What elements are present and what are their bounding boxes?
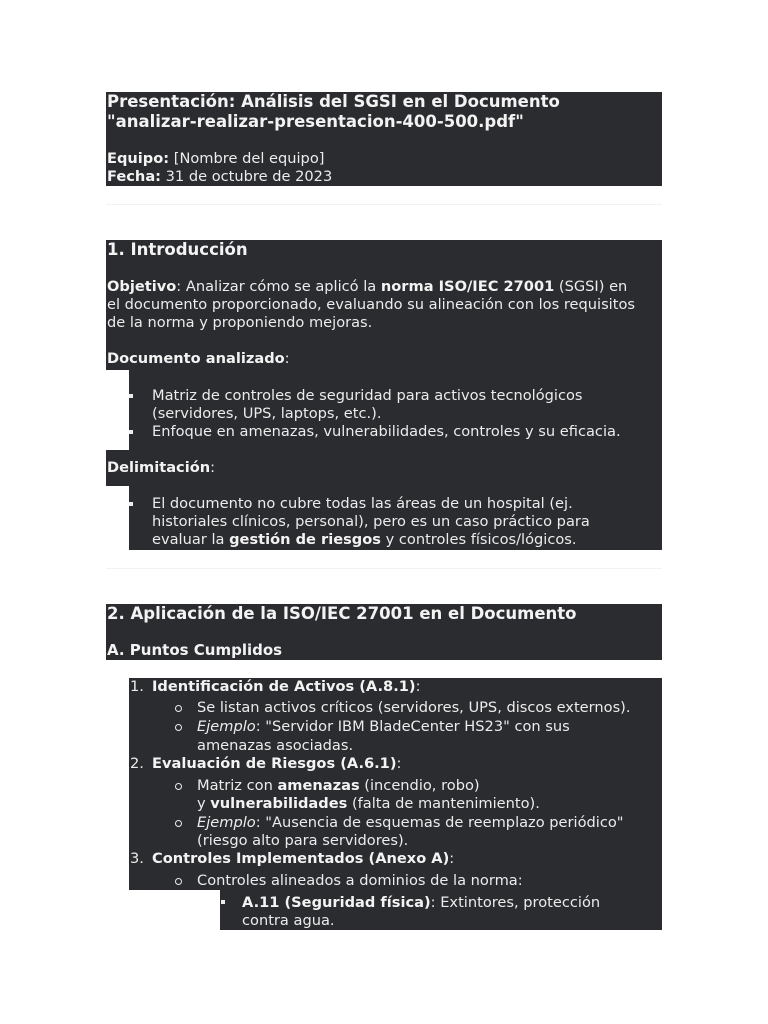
objective-line-2: el documento proporcionado, evaluando su alineación con los requisitos <box>107 296 635 313</box>
doc-analyzed-label: Documento analizado <box>107 350 285 367</box>
item-2-sub-1a: Matriz con <box>197 777 278 794</box>
item-1-example-text: : "Servidor IBM BladeCenter HS23" con sus <box>255 718 570 735</box>
item-2-sub-1d: y <box>197 795 211 812</box>
objective-norm: norma ISO/IEC 27001 <box>380 278 555 295</box>
section-2-heading: 2. Aplicación de la ISO/IEC 27001 en el Documento <box>107 604 577 623</box>
doc-item-1-line-2: (servidores, UPS, laptops, etc.). <box>152 405 382 422</box>
item-3-colon: : <box>449 850 455 867</box>
team-label: Equipo: <box>107 150 170 167</box>
item-2-sub-1f: (falta de mantenimiento). <box>347 795 540 812</box>
document-title-line-1: Presentación: Análisis del SGSI en el Documento <box>107 92 560 111</box>
date-label: Fecha: <box>107 168 161 185</box>
bullet-icon <box>129 430 133 434</box>
doc-analyzed-line <box>107 350 290 368</box>
scope-text-line-3 <box>152 531 577 549</box>
item-2-colon: : <box>396 755 402 772</box>
item-3-title-line <box>152 850 454 868</box>
objective-text-a: : Analizar cómo se aplicó la <box>176 278 381 295</box>
objective-text-c: (SGSI) en <box>554 278 628 295</box>
section-divider <box>106 568 662 569</box>
scope-line <box>107 459 215 477</box>
item-2-sub-2-line-2: (riesgo alto para servidores). <box>197 832 409 849</box>
item-1-title: Identificación de Activos (A.8.1) <box>152 678 416 695</box>
scope-risk-management: gestión de riesgos <box>229 531 381 548</box>
item-3-sub-1-1-line-2: contra agua. <box>242 912 335 929</box>
item-3-sub-1: Controles alineados a dominios de la norma: <box>197 872 523 889</box>
item-3-title: Controles Implementados (Anexo A) <box>152 850 450 867</box>
item-2-title: Evaluación de Riesgos (A.6.1) <box>152 755 397 772</box>
item-2-number: 2. <box>130 755 144 772</box>
circle-bullet-icon <box>175 783 182 790</box>
item-3-physical-security: A.11 (Seguridad física) <box>242 894 431 911</box>
item-1-example-label: Ejemplo <box>197 718 256 735</box>
document-title-line-2: "analizar-realizar-presentacion-400-500.pdf" <box>107 112 524 131</box>
scope-text-3a: evaluar la <box>152 531 230 548</box>
scope-text-line-1: El documento no cubre todas las áreas de un hospital (ej. <box>152 495 573 512</box>
circle-bullet-icon <box>175 724 182 731</box>
objective-label: Objetivo <box>107 278 177 295</box>
bullet-icon <box>129 502 133 506</box>
item-3-sub-1-1-line-1 <box>242 894 600 912</box>
square-bullet-icon <box>221 900 225 904</box>
doc-analyzed-colon: : <box>284 350 290 367</box>
circle-bullet-icon <box>175 878 182 885</box>
item-2-example-label: Ejemplo <box>197 814 256 831</box>
item-3-physical-text: : Extintores, protección <box>430 894 601 911</box>
item-1-colon: : <box>415 678 421 695</box>
circle-bullet-icon <box>175 705 182 712</box>
doc-item-1-line-1: Matriz de controles de seguridad para activos tecnológicos <box>152 387 583 404</box>
section-divider <box>106 204 662 205</box>
doc-item-2: Enfoque en amenazas, vulnerabilidades, controles y su eficacia. <box>152 423 621 440</box>
team-line <box>107 150 324 168</box>
item-1-sub-2-line-1 <box>197 718 570 736</box>
item-2-sub-2-line-1 <box>197 814 624 832</box>
item-2-sub-1c: (incendio, robo) <box>359 777 480 794</box>
date-value: 31 de octubre de 2023 <box>161 168 333 185</box>
scope-label: Delimitación <box>107 459 211 476</box>
scope-text-line-2: historiales clínicos, personal), pero es un caso práctico para <box>152 513 590 530</box>
item-1-sub-2-line-2: amenazas asociadas. <box>197 737 354 754</box>
item-1-number: 1. <box>130 678 144 695</box>
item-2-title-line <box>152 755 401 773</box>
item-3-number: 3. <box>130 850 144 867</box>
section-1-heading: 1. Introducción <box>107 240 248 259</box>
date-line <box>107 168 332 186</box>
item-2-vulnerabilities: vulnerabilidades <box>210 795 348 812</box>
item-1-sub-1: Se listan activos críticos (servidores, UPS, discos externos). <box>197 699 631 716</box>
item-2-example-text: : "Ausencia de esquemas de reemplazo periódico" <box>255 814 624 831</box>
circle-bullet-icon <box>175 820 182 827</box>
bullet-icon <box>129 394 133 398</box>
item-2-sub-1-line-2 <box>197 795 540 813</box>
item-2-sub-1-line-1 <box>197 777 480 795</box>
team-value: [Nombre del equipo] <box>169 150 325 167</box>
item-1-title-line <box>152 678 421 696</box>
item-2-threats: amenazas <box>277 777 360 794</box>
objective-line-1 <box>107 278 627 296</box>
scope-text-3c: y controles físicos/lógicos. <box>380 531 577 548</box>
objective-line-3: de la norma y proponiendo mejoras. <box>107 314 373 331</box>
scope-colon: : <box>210 459 216 476</box>
subheading-points-met: A. Puntos Cumplidos <box>107 641 283 659</box>
